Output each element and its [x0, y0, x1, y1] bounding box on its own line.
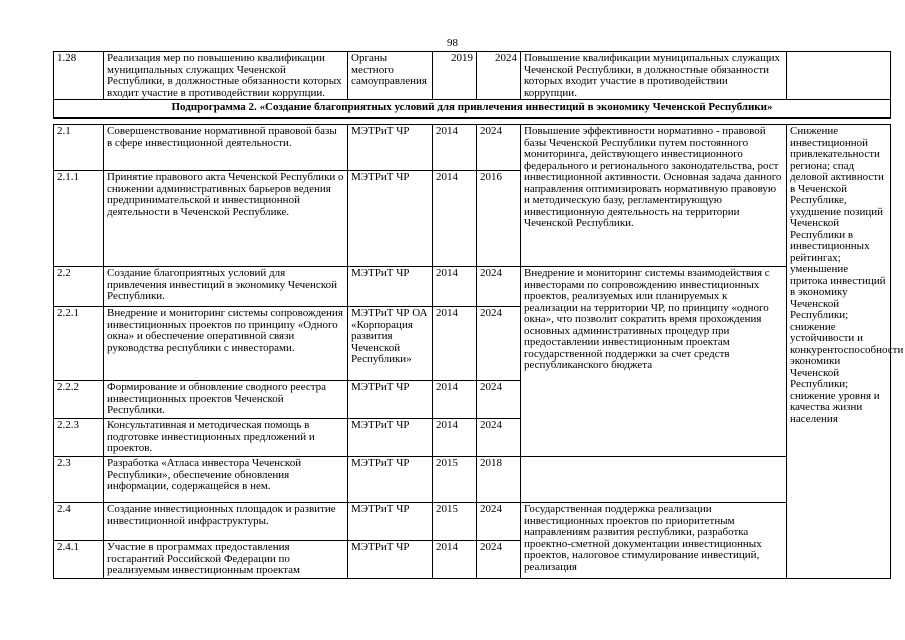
- end-year: 2024: [477, 541, 521, 579]
- row-number: 2.2.3: [54, 419, 104, 457]
- start-year: 2015: [433, 503, 477, 541]
- executor: МЭТРиТ ЧР: [348, 457, 433, 503]
- row-number: 2.2: [54, 267, 104, 307]
- table-row: [54, 503, 891, 541]
- executor: МЭТРиТ ЧР ОА «Корпорация развития Чеченской Республики»: [348, 307, 433, 381]
- start-year: 2014: [433, 419, 477, 457]
- table-row: [54, 52, 891, 100]
- end-year: 2024: [477, 52, 521, 100]
- consequences: Снижение инвестиционной привлекательности региона; спад деловой активности в Чеченской Республике, ухудшение позиций Чеченской Республики в инвестиционных рейтингах; уменьшение притока инвестиций в экономику Чеченской Республики; снижение устойчивости и конкурентоспособности экономики Чеченской Республики; снижение уровня и качества жизни населения: [787, 125, 891, 579]
- end-year: 2024: [477, 307, 521, 381]
- executor: МЭТРиТ ЧР: [348, 171, 433, 267]
- measure-name: Реализация мер по повышению квалификации муниципальных служащих Чеченской Республики, в должностные обязанности которых входит участие в противодействии коррупции.: [104, 52, 348, 100]
- row-number: 2.4.1: [54, 541, 104, 579]
- row-number: 2.2.1: [54, 307, 104, 381]
- start-year: 2014: [433, 171, 477, 267]
- start-year: 2014: [433, 267, 477, 307]
- end-year: 2024: [477, 381, 521, 419]
- table-row: [54, 125, 891, 171]
- subprogram-header-row: [54, 100, 891, 118]
- row-number: 2.3: [54, 457, 104, 503]
- row-number: 2.2.2: [54, 381, 104, 419]
- measure-name: Принятие правового акта Чеченской Республики о снижении административных барьеров ведения предпринимательской и инвестиционной деятельности в Чеченской Республике.: [104, 171, 348, 267]
- executor: Органы местного самоуправления: [348, 52, 433, 100]
- end-year: 2018: [477, 457, 521, 503]
- row-number: 2.1: [54, 125, 104, 171]
- executor: МЭТРиТ ЧР: [348, 125, 433, 171]
- measures-table: [53, 51, 904, 579]
- executor: МЭТРиТ ЧР: [348, 419, 433, 457]
- measure-name: Внедрение и мониторинг системы сопровождения инвестиционных проектов по принципу «Одного окна» и обеспечение оперативной связи руководства республики с инвесторами.: [104, 307, 348, 381]
- row-number: 1.28: [54, 52, 104, 100]
- start-year: 2014: [433, 541, 477, 579]
- start-year: 2019: [433, 52, 477, 100]
- measure-name: Формирование и обновление сводного реестра инвестиционных проектов Чеченской Республики.: [104, 381, 348, 419]
- expected-result: [521, 457, 787, 503]
- start-year: 2015: [433, 457, 477, 503]
- measure-name: Создание инвестиционных площадок и развитие инвестиционной инфраструктуры.: [104, 503, 348, 541]
- measure-name: Разработка «Атласа инвестора Чеченской Республики», обеспечение обновления информации, содержащейся в нем.: [104, 457, 348, 503]
- page-number: 98: [447, 37, 458, 49]
- start-year: 2014: [433, 307, 477, 381]
- start-year: 2014: [433, 125, 477, 171]
- executor: МЭТРиТ ЧР: [348, 541, 433, 579]
- expected-result: Повышение эффективности нормативно - правовой базы Чеченской Республики путем постоянного мониторинга, действующего инвестиционного федерального и регионального законодательства, рост инвестиционной активности. Основная задача данного направления оптимизировать нормативную правовую и методическую базу, регламентирующую инвестиционную деятельность на территории Чеченской Республики.: [521, 125, 787, 267]
- end-year: 2024: [477, 503, 521, 541]
- measure-name: Консультативная и методическая помощь в подготовке инвестиционных предложений и проектов.: [104, 419, 348, 457]
- row-number: 2.1.1: [54, 171, 104, 267]
- executor: МЭТРиТ ЧР: [348, 381, 433, 419]
- end-year: 2024: [477, 267, 521, 307]
- table-row: [54, 457, 891, 503]
- consequences: [787, 52, 891, 100]
- measure-name: Совершенствование нормативной правовой базы в сфере инвестиционной деятельности.: [104, 125, 348, 171]
- end-year: 2024: [477, 419, 521, 457]
- executor: МЭТРиТ ЧР: [348, 503, 433, 541]
- row-number: 2.4: [54, 503, 104, 541]
- table-row: [54, 267, 891, 307]
- subprogram-title: Подпрограмма 2. «Создание благоприятных условий для привлечения инвестиций в экономику Чеченской Республики»: [54, 100, 891, 118]
- measure-name: Создание благоприятных условий для привлечения инвестиций в экономику Чеченской Республики.: [104, 267, 348, 307]
- executor: МЭТРиТ ЧР: [348, 267, 433, 307]
- end-year: 2024: [477, 125, 521, 171]
- expected-result: Повышение квалификации муниципальных служащих Чеченской Республики, в должностные обязанности которых входит участие в противодействии коррупции.: [521, 52, 787, 100]
- end-year: 2016: [477, 171, 521, 267]
- measure-name: Участие в программах предоставления госгарантий Российской Федерации по реализуемым инвестиционным проектам: [104, 541, 348, 579]
- start-year: 2014: [433, 381, 477, 419]
- expected-result: Внедрение и мониторинг системы взаимодействия с инвесторами по сопровождению инвестиционных проектов, реализуемых или планируемых к реализации на территории ЧР, по принципу «одного окна», что позволит сократить время прохождения основных административных процедур при предоставлении инвестиционным проектам государственной поддержки за счет средств республиканского бюджета: [521, 267, 787, 457]
- expected-result: Государственная поддержка реализации инвестиционных проектов по приоритетным направлениям развития республики, разработка проектно-сметной документации инвестиционных проектов, налоговое стимулирование инвестиций, реализация: [521, 503, 787, 579]
